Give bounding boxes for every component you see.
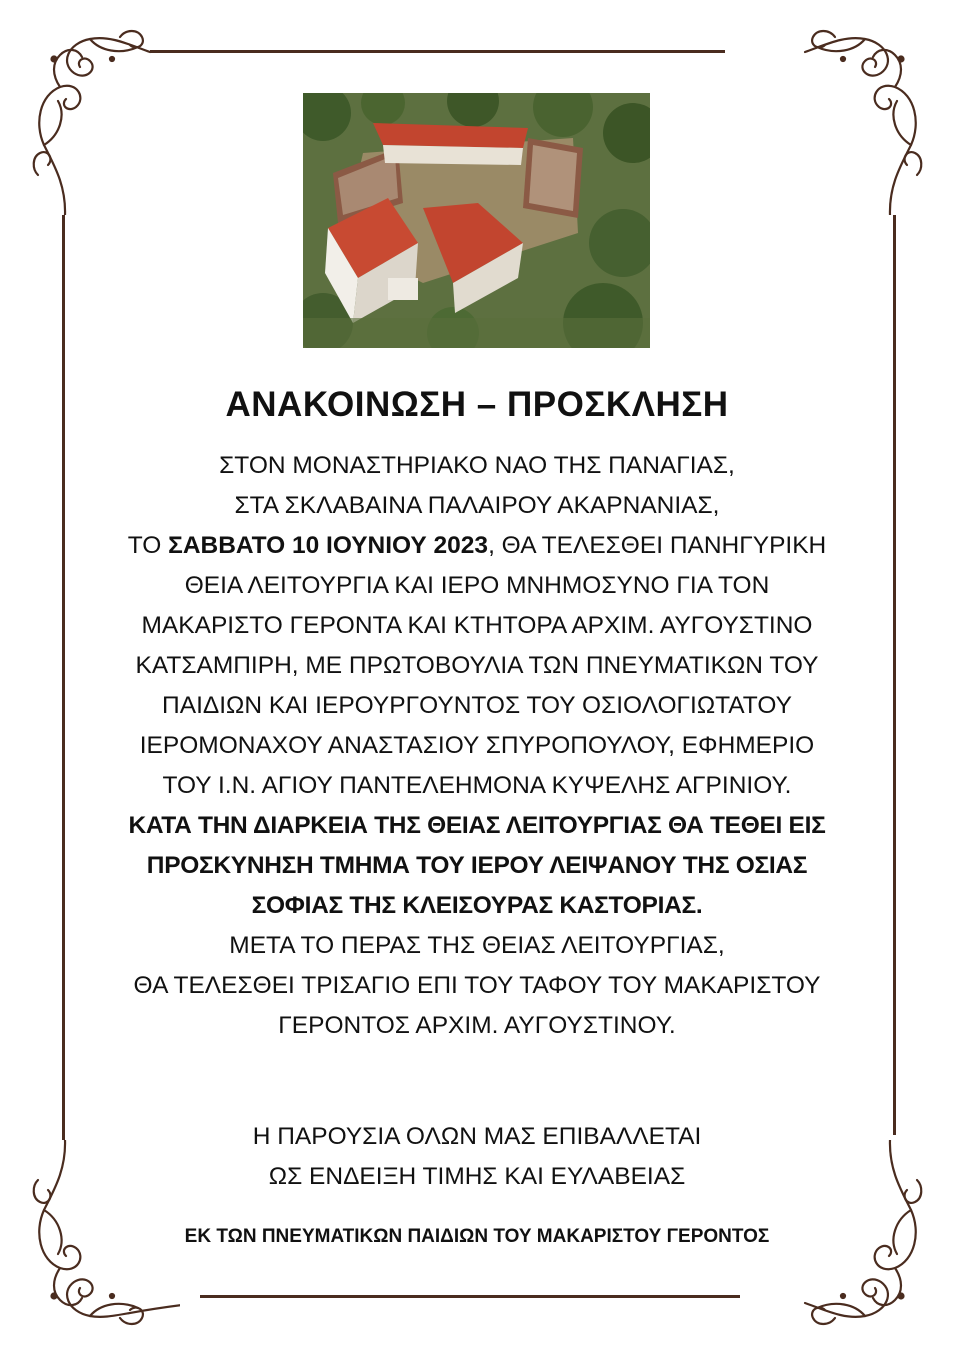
- page-title: ΑΝΑΚΟΙΝΩΣΗ – ΠΡΟΣΚΛΗΣΗ: [225, 385, 729, 424]
- body-line: ΓΕΡΟΝΤΟΣ ΑΡΧΙΜ. ΑΥΓΟΥΣΤΙΝΟΥ.: [278, 1012, 676, 1039]
- announcement-body: [70, 446, 884, 1046]
- closing-line: Η ΠΑΡΟΥΣΙΑ ΟΛΩΝ ΜΑΣ ΕΠΙΒΑΛΛΕΤΑΙ: [252, 1123, 702, 1150]
- body-line-suffix: , ΘΑ ΤΕΛΕΣΘΕΙ ΠΑΝΗΓΥΡΙΚΗ: [488, 532, 827, 559]
- body-line-prefix: ΤΟ: [127, 532, 169, 559]
- body-line: ΘΑ ΤΕΛΕΣΘΕΙ ΤΡΙΣΑΓΙΟ ΕΠΙ ΤΟΥ ΤΑΦΟΥ ΤΟΥ ΜΑΚΑΡΙΣΤΟΥ: [133, 972, 821, 999]
- body-line-date: [70, 526, 884, 566]
- body-line: ΤΟΥ Ι.Ν. ΑΓΙΟΥ ΠΑΝΤΕΛΕΗΜΟΝΑ ΚΥΨΕΛΗΣ ΑΓΡΙΝΙΟΥ.: [162, 772, 792, 799]
- frame-top-border: [150, 50, 725, 53]
- frame-right-border: [893, 215, 896, 1135]
- frame-left-border: [62, 215, 65, 1140]
- monastery-photo: [303, 93, 650, 348]
- relic-notice-line: ΠΡΟΣΚΥΝΗΣΗ ΤΜΗΜΑ ΤΟΥ ΙΕΡΟΥ ΛΕΙΨΑΝΟΥ ΤΗΣ ΟΣΙΑΣ: [146, 852, 808, 879]
- body-line: ΜΑΚΑΡΙΣΤΟ ΓΕΡΟΝΤΑ ΚΑΙ ΚΤΗΤΟΡΑ ΑΡΧΙΜ. ΑΥΓΟΥΣΤΙΝΟ: [141, 612, 813, 639]
- frame-bottom-border: [200, 1295, 740, 1298]
- relic-notice-line: ΣΟΦΙΑΣ ΤΗΣ ΚΛΕΙΣΟΥΡΑΣ ΚΑΣΤΟΡΙΑΣ.: [251, 892, 703, 919]
- event-date: ΣΑΒΒΑΤΟ 10 ΙΟΥΝΙΟΥ 2023: [168, 532, 489, 559]
- relic-notice-line: ΚΑΤΑ ΤΗΝ ΔΙΑΡΚΕΙΑ ΤΗΣ ΘΕΙΑΣ ΛΕΙΤΟΥΡΓΙΑΣ ΘΑ ΤΕΘΕΙ ΕΙΣ: [128, 812, 826, 839]
- closing-note: [0, 1117, 954, 1197]
- body-line: ΚΑΤΣΑΜΠΙΡΗ, ΜΕ ΠΡΩΤΟΒΟΥΛΙΑ ΤΩΝ ΠΝΕΥΜΑΤΙΚΩΝ ΤΟΥ: [135, 652, 819, 679]
- body-line: ΙΕΡΟΜΟΝΑΧΟΥ ΑΝΑΣΤΑΣΙΟΥ ΣΠΥΡΟΠΟΥΛΟΥ, ΕΦΗΜΕΡΙΟ: [139, 732, 815, 759]
- body-line: ΠΑΙΔΙΩΝ ΚΑΙ ΙΕΡΟΥΡΓΟΥΝΤΟΣ ΤΟΥ ΟΣΙΟΛΟΓΙΩΤΑΤΟΥ: [162, 692, 792, 719]
- signature: ΕΚ ΤΩΝ ΠΝΕΥΜΑΤΙΚΩΝ ΠΑΙΔΙΩΝ ΤΟΥ ΜΑΚΑΡΙΣΤΟΥ ΓΕΡΟΝΤΟΣ: [184, 1226, 770, 1247]
- body-line: ΣΤΟΝ ΜΟΝΑΣΤΗΡΙΑΚΟ ΝΑΟ ΤΗΣ ΠΑΝΑΓΙΑΣ,: [219, 452, 735, 479]
- body-line: ΘΕΙΑ ΛΕΙΤΟΥΡΓΙΑ ΚΑΙ ΙΕΡΟ ΜΝΗΜΟΣΥΝΟ ΓΙΑ ΤΟΝ: [184, 572, 770, 599]
- corner-flourish-icon: [30, 25, 180, 215]
- closing-line: ΩΣ ΕΝΔΕΙΞΗ ΤΙΜΗΣ ΚΑΙ ΕΥΛΑΒΕΙΑΣ: [268, 1163, 686, 1190]
- corner-flourish-icon: [775, 25, 925, 215]
- body-line: ΜΕΤΑ ΤΟ ΠΕΡΑΣ ΤΗΣ ΘΕΙΑΣ ΛΕΙΤΟΥΡΓΙΑΣ,: [229, 932, 725, 959]
- body-line: ΣΤΑ ΣΚΛΑΒΑΙΝΑ ΠΑΛΑΙΡΟΥ ΑΚΑΡΝΑΝΙΑΣ,: [234, 492, 720, 519]
